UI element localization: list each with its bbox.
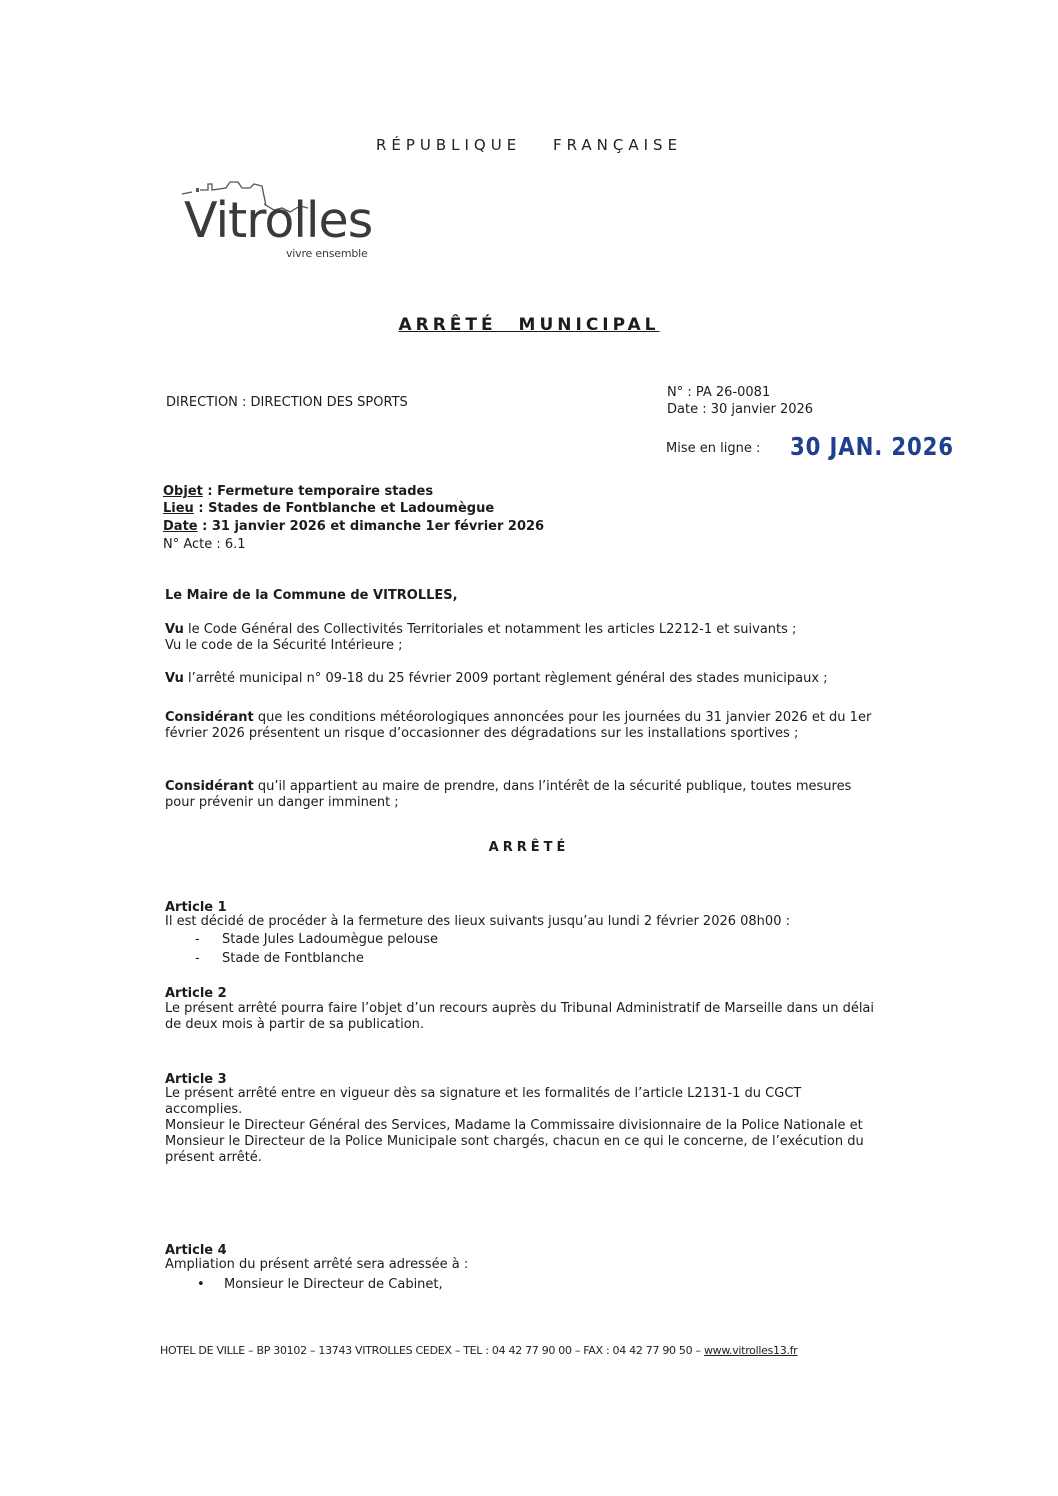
- list-item-text: Monsieur le Directeur de Cabinet,: [224, 1277, 443, 1292]
- footer-address: HOTEL DE VILLE – BP 30102 – 13743 VITROLLES CEDEX – TEL : 04 42 77 90 00 – FAX : 04 42 77 90 50 –: [160, 1344, 704, 1357]
- article-1-title: Article 1: [165, 900, 227, 915]
- dash-marker: -: [195, 951, 200, 966]
- lieu-label: Lieu: [163, 501, 194, 516]
- vu-arrete-municipal: [165, 671, 875, 687]
- footer-website-link[interactable]: www.vitrolles13.fr: [703, 1344, 798, 1357]
- objet-label: Objet: [163, 484, 203, 499]
- dash-marker: -: [195, 932, 200, 947]
- article-2-text: Le présent arrêté pourra faire l’objet d’un recours auprès du Tribunal Administratif de Marseille dans un délai de deux mois à partir de sa publication.: [165, 1001, 875, 1032]
- vu-keyword: Vu: [165, 671, 184, 686]
- list-item-text: Stade Jules Ladoumègue pelouse: [222, 932, 439, 947]
- article-3-text-2: Monsieur le Directeur Général des Services, Madame la Commissaire divisionnaire de la Police Nationale et Monsieur le Directeur de la Police Municipale sont chargés, chacun en ce qui le concerne, de l’exécution du présent arrêté.: [165, 1118, 864, 1165]
- article-3-title: Article 3: [165, 1072, 227, 1087]
- acte-number: N° Acte : 6.1: [163, 537, 246, 552]
- vu-keyword: Vu: [165, 622, 184, 637]
- considerant-text: que les conditions météorologiques annoncées pour les journées du 31 janvier 2026 et du 1er février 2026 présentent un risque d’occasionner des dégradations sur les installations sportives ;: [165, 710, 872, 741]
- date-label: Date: [163, 519, 198, 534]
- date-value: : 31 janvier 2026 et dimanche 1er février 2026: [197, 519, 545, 534]
- lieu-value: : Stades de Fontblanche et Ladoumègue: [193, 501, 495, 516]
- vitrolles-logo: [178, 176, 408, 266]
- arrete-heading: ARRÊTÉ: [488, 840, 570, 855]
- considerant-keyword: Considérant: [165, 710, 254, 725]
- list-item: [197, 1277, 443, 1292]
- article-1-text: Il est décidé de procéder à la fermeture des lieux suivants jusqu’au lundi 2 février 2026 08h00 :: [165, 914, 790, 929]
- logo-name: Vitrolles: [184, 192, 373, 249]
- article-4-text: Ampliation du présent arrêté sera adressée à :: [165, 1257, 469, 1272]
- vu-code-securite: Vu le code de la Sécurité Intérieure ;: [165, 638, 403, 653]
- list-item-text: Stade de Fontblanche: [222, 951, 364, 966]
- document-title: ARRÊTÉ MUNICIPAL: [398, 315, 660, 335]
- footer: [160, 1344, 797, 1357]
- reference-number: N° : PA 26-0081: [667, 385, 771, 400]
- considerant-text: qu’il appartient au maire de prendre, dans l’intérêt de la sécurité publique, toutes mesures pour prévenir un danger imminent ;: [165, 779, 852, 810]
- lieu-line: [163, 501, 494, 516]
- objet-value: : Fermeture temporaire stades: [202, 484, 434, 499]
- vu-text: le Code Général des Collectivités Territoriales et notamment les articles L2212-1 et suivants ;: [183, 622, 797, 637]
- direction-label: DIRECTION : DIRECTION DES SPORTS: [166, 395, 408, 410]
- republique-header: RÉPUBLIQUE FRANÇAISE: [375, 136, 683, 154]
- article-4-title: Article 4: [165, 1243, 227, 1258]
- list-item: [195, 951, 364, 966]
- maire-line: Le Maire de la Commune de VITROLLES,: [165, 588, 458, 603]
- considerant-keyword: Considérant: [165, 779, 254, 794]
- list-item: [195, 932, 438, 947]
- mise-en-ligne-stamp: 30 JAN. 2026: [790, 432, 954, 461]
- date-line: [163, 519, 544, 534]
- mise-en-ligne-label: Mise en ligne :: [666, 441, 761, 456]
- objet-line: [163, 484, 433, 499]
- vu-code-general: [165, 622, 875, 638]
- logo-tagline: vivre ensemble: [286, 247, 368, 260]
- considerant-securite: [165, 779, 877, 811]
- bullet-marker: •: [197, 1277, 205, 1292]
- vu-text: l’arrêté municipal n° 09-18 du 25 février 2009 portant règlement général des stades municipaux ;: [183, 671, 828, 686]
- article-2-title: Article 2: [165, 986, 227, 1001]
- reference-date: Date : 30 janvier 2026: [667, 402, 814, 417]
- article-3-text-1: Le présent arrêté entre en vigueur dès sa signature et les formalités de l’article L2131-1 du CGCT accomplies.: [165, 1086, 802, 1117]
- considerant-meteo: [165, 710, 877, 742]
